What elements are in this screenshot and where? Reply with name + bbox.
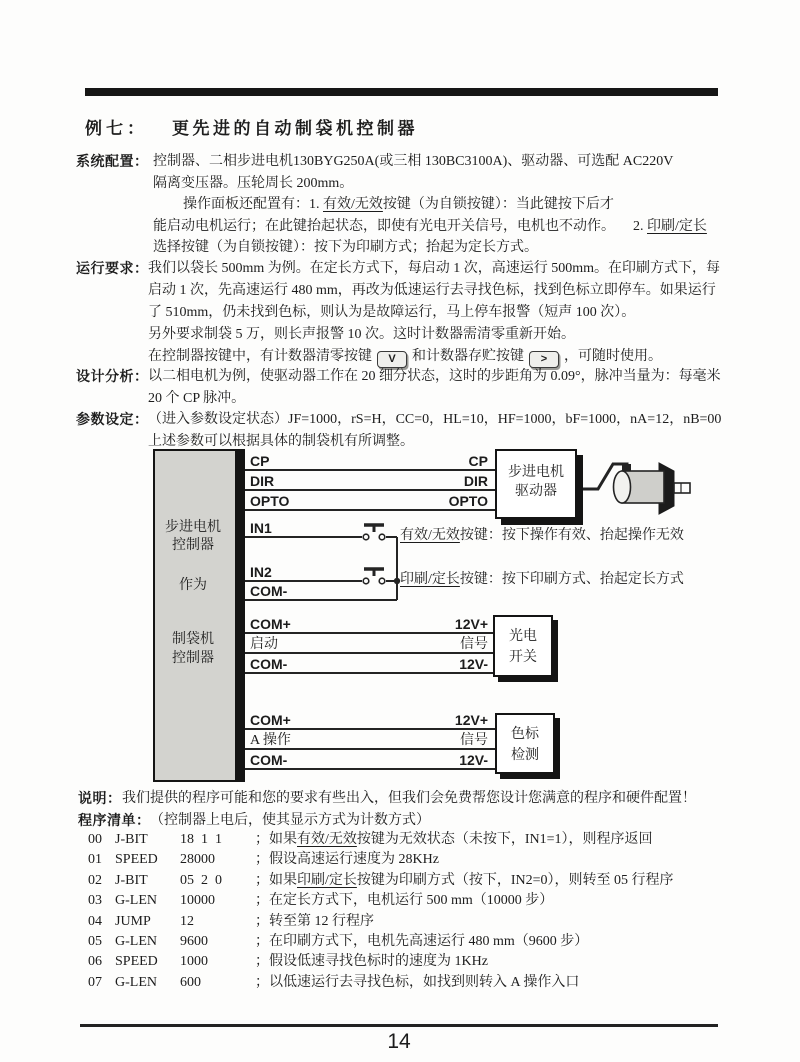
command: G-LEN xyxy=(115,933,157,949)
in1-note: 有效/无效按键：按下操作有效、抬起操作无效 xyxy=(400,528,684,543)
pin-in1: IN1 xyxy=(250,520,272,536)
comment: ；假设低速寻找色标时的速度为 1KHz xyxy=(255,954,488,970)
comment: ；假设高速运行速度为 28KHz xyxy=(255,852,439,868)
body-line: 以二相电机为例，使驱动器工作在 20 细分状态，这时的步距角为 0.09°，脉冲当量为：每毫米 xyxy=(148,369,721,384)
line-number: 05 xyxy=(88,933,102,949)
page-title xyxy=(85,114,418,139)
body-line: 启动 1 次，先高速运行 480 mm，再改为低速运行去寻找色标，找到色标立即停车。如果运行 xyxy=(148,283,716,298)
pin-12v-minus: 12V- xyxy=(459,752,488,768)
pin-cp-driver: CP xyxy=(468,453,488,469)
pin-dir: DIR xyxy=(250,473,275,489)
program-row xyxy=(0,871,800,891)
footer-rule xyxy=(80,1024,718,1027)
controller-box-label: 步进电机 xyxy=(165,520,221,535)
color-mark-box: 色标 检测 xyxy=(495,713,555,774)
controller-box-label: 控制器 xyxy=(172,651,214,666)
line-number: 06 xyxy=(88,954,102,970)
body-line: 操作面板还配置有：1. 有效/无效按键（为自锁按键）：当此键按下后才 xyxy=(183,197,614,212)
stepper-motor-icon xyxy=(578,463,690,514)
section-label: 参数设定： xyxy=(76,413,149,428)
line-number: 00 xyxy=(88,832,102,847)
operand: 9600 xyxy=(180,933,208,949)
program-row xyxy=(0,850,800,870)
body-line: （控制器上电后，使其显示方式为计数方式） xyxy=(150,813,430,828)
body-line: 我们以袋长 500mm 为例。在定长方式下，每启动 1 次，高速运行 500mm。在印刷方式下，每 xyxy=(148,261,721,276)
command: J-BIT xyxy=(115,832,148,847)
pin-signal: 信号 xyxy=(460,637,488,652)
pin-opto: OPTO xyxy=(250,493,290,509)
pin-com-plus: COM+ xyxy=(250,712,291,728)
pin-com: COM- xyxy=(250,583,288,599)
pushbutton-in1-icon xyxy=(363,525,385,540)
controller-box-label: 控制器 xyxy=(172,538,214,553)
pin-dir-driver: DIR xyxy=(463,473,488,489)
line-number: 03 xyxy=(88,893,102,909)
photo-switch-box: 光电 开关 xyxy=(493,615,553,677)
command: G-LEN xyxy=(115,893,157,909)
program-row xyxy=(0,952,800,972)
pin-a-operation: A 操作 xyxy=(250,733,291,748)
comment: ；在印刷方式下，电机先高速运行 480 mm（9600 步） xyxy=(255,933,589,949)
controller-box-label: 作为 xyxy=(179,578,207,593)
body-line: （进入参数设定状态）JF=1000，rS=H，CC=0，HL=10，HF=1000，bF=1000，nA=12，nB=00 xyxy=(148,412,722,427)
operand: 1000 xyxy=(180,954,208,970)
body-line: 我们提供的程序可能和您的要求有些出入，但我们会免费帮您设计您满意的程序和硬件配置！ xyxy=(122,791,696,806)
operand: 18 1 1 xyxy=(180,832,222,847)
body-line: 隔离变压器。压轮周长 200mm。 xyxy=(153,175,354,191)
body-line: 另外要求制袋 5 万，则长声报警 10 次。这时计数器需清零重新开始。 xyxy=(148,327,575,342)
comment: ；在定长方式下，电机运行 500 mm（10000 步） xyxy=(255,893,554,909)
body-line: 在控制器按键中，有计数器清零按键 V 和计数器存贮按键 > ，可随时使用。 xyxy=(148,346,720,368)
body-line: 能启动电机运行；在此键抬起状态，即使有光电开关信号，电机也不动作。 2. 印刷/定长 xyxy=(153,218,707,234)
program-row xyxy=(0,932,800,952)
pin-12v-plus: 12V+ xyxy=(454,712,488,728)
comment: ；以低速运行去寻找色标，如找到则转入 A 操作入口 xyxy=(255,974,580,990)
operand: 12 xyxy=(180,913,194,929)
section-label: 设计分析： xyxy=(76,370,149,385)
pin-12v-plus: 12V+ xyxy=(454,616,488,632)
comment: ；转至第 12 行程序 xyxy=(255,913,374,929)
section-label: 程序清单： xyxy=(78,814,151,829)
pin-com: COM- xyxy=(250,656,288,672)
line-number: 04 xyxy=(88,913,102,929)
operand: 600 xyxy=(180,974,201,990)
section-label: 说明： xyxy=(78,792,122,807)
program-listing xyxy=(0,830,800,993)
body-line: 选择按键（为自锁按键）：按下为印刷方式；抬起为定长方式。 xyxy=(153,240,538,255)
pin-opto-driver: OPTO xyxy=(448,493,488,509)
operand: 10000 xyxy=(180,893,215,909)
section-label: 运行要求： xyxy=(76,262,149,277)
pin-com-plus: COM+ xyxy=(250,616,291,632)
operand: 05 2 0 xyxy=(180,872,222,888)
pin-signal: 信号 xyxy=(460,733,488,748)
pin-com: COM- xyxy=(250,752,288,768)
counter-store-button: > xyxy=(529,351,559,368)
body-line: 上述参数可以根据具体的制袋机有所调整。 xyxy=(148,433,414,449)
in2-note: 印刷/定长按键：按下印刷方式、抬起定长方式 xyxy=(400,572,684,587)
line-number: 02 xyxy=(88,872,102,888)
comment: ；如果有效/无效按键为无效状态（未按下，IN1=1），则程序返回 xyxy=(255,832,653,847)
example-number: 例七： xyxy=(85,119,148,138)
comment: ；如果印刷/定长按键为印刷方式（按下，IN2=0），则转至 05 行程序 xyxy=(255,872,674,888)
controller-box xyxy=(153,449,245,782)
program-row xyxy=(0,973,800,993)
counter-clear-button: V xyxy=(377,351,407,368)
command: JUMP xyxy=(115,913,151,929)
section-label: 系统配置： xyxy=(76,155,149,170)
body-line: 了 510mm，仍未找到色标，则认为是故障运行，马上停车报警（短声 100 次）。 xyxy=(148,305,636,320)
command: SPEED xyxy=(115,852,158,868)
line-number: 01 xyxy=(88,852,102,868)
body-line: 20 个 CP 脉冲。 xyxy=(148,390,246,406)
command: G-LEN xyxy=(115,974,157,990)
wiring-diagram xyxy=(150,444,750,790)
command: J-BIT xyxy=(115,872,148,888)
controller-box-label: 制袋机 xyxy=(172,632,214,647)
program-row xyxy=(0,830,800,850)
pin-start: 启动 xyxy=(250,637,278,652)
program-row xyxy=(0,912,800,932)
example-title: 更先进的自动制袋机控制器 xyxy=(172,119,418,138)
pushbutton-in2-icon xyxy=(363,569,385,584)
pin-in2: IN2 xyxy=(250,564,272,580)
command: SPEED xyxy=(115,954,158,970)
driver-box: 步进电机 驱动器 xyxy=(495,449,577,519)
line-number: 07 xyxy=(88,974,102,990)
top-rule xyxy=(85,88,718,96)
pin-12v-minus: 12V- xyxy=(459,656,488,672)
body-line: 控制器、二相步进电机130BYG250A(或三相 130BC3100A)、驱动器、可选配 AC220V xyxy=(153,154,674,169)
program-row xyxy=(0,891,800,911)
page-number: 14 xyxy=(387,1030,411,1053)
operand: 28000 xyxy=(180,852,215,868)
pin-cp: CP xyxy=(250,453,270,469)
